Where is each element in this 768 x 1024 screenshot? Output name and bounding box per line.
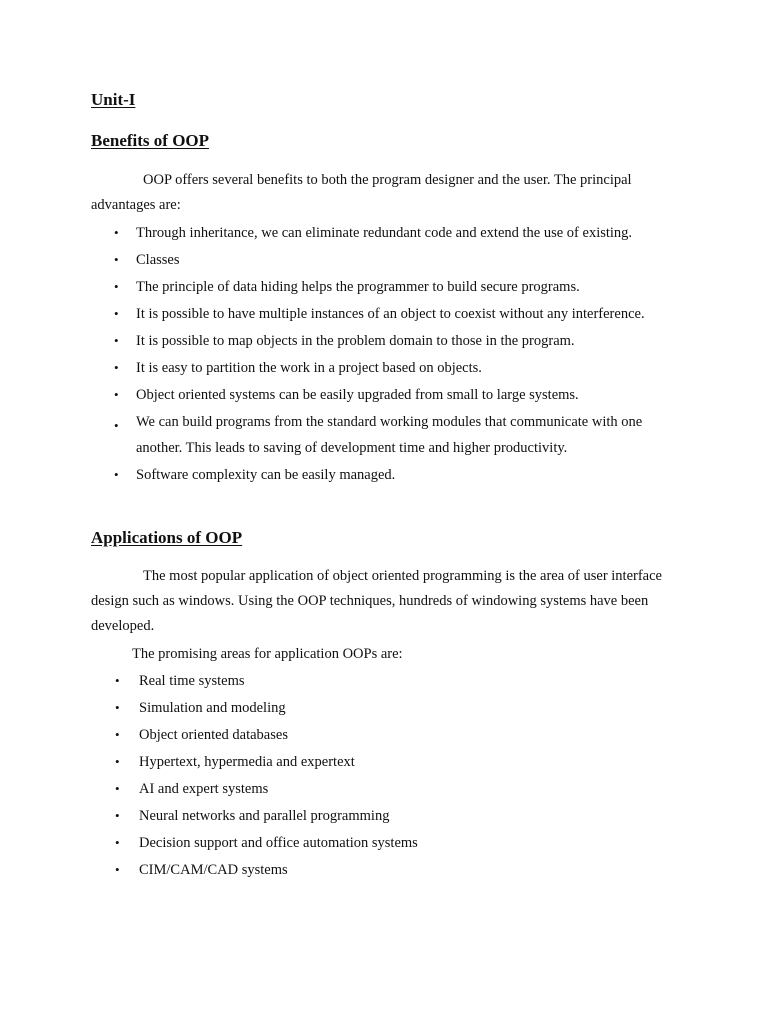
list-item: • Classes [114, 252, 180, 268]
bullet-icon: • [115, 862, 120, 877]
applications-list [115, 672, 418, 888]
list-item: • Object oriented databases [115, 727, 288, 743]
list-item: • Hypertext, hypermedia and expertext [115, 754, 355, 770]
benefits-heading: Benefits of OOP [91, 131, 210, 150]
bullet-icon: • [115, 781, 120, 796]
bullet-icon: • [114, 306, 119, 321]
bullet-icon: • [114, 387, 119, 402]
benefits-list [114, 224, 676, 493]
list-item: • We can build programs from the standard working modules that communicate with one another. This leads to saving of development time and higher productivity. [114, 414, 643, 456]
list-item: • Object oriented systems can be easily upgraded from small to large systems. [114, 387, 579, 403]
applications-lead: The promising areas for application OOPs are: [132, 646, 403, 662]
list-item: • Through inheritance, we can eliminate redundant code and extend the use of existing. [114, 225, 633, 241]
bullet-icon: • [114, 333, 119, 348]
unit-title: Unit-I [91, 90, 136, 109]
applications-intro: The most popular application of object oriented programming is the area of user interface design such as windows. Using the OOP techniques, hundreds of windowing systems have been developed. [91, 568, 662, 634]
bullet-icon: • [115, 808, 120, 823]
list-item: • The principle of data hiding helps the programmer to build secure programs. [114, 279, 580, 295]
list-item: • CIM/CAM/CAD systems [115, 862, 288, 878]
list-item: • It is possible to have multiple instances of an object to coexist without any interference. [114, 306, 645, 322]
list-item: • It is easy to partition the work in a project based on objects. [114, 360, 482, 376]
bullet-icon: • [114, 467, 119, 482]
bullet-icon: • [115, 673, 120, 688]
applications-heading: Applications of OOP [91, 528, 243, 547]
list-item: • Neural networks and parallel programming [115, 808, 390, 824]
list-item: • Simulation and modeling [115, 700, 286, 716]
bullet-icon: • [115, 835, 120, 850]
list-item: • AI and expert systems [115, 781, 269, 797]
bullet-icon: • [114, 360, 119, 375]
bullet-icon: • [115, 754, 120, 769]
list-item: • Real time systems [115, 673, 245, 689]
bullet-icon: • [114, 279, 119, 294]
bullet-icon: • [114, 252, 119, 267]
list-item: • It is possible to map objects in the problem domain to those in the program. [114, 333, 575, 349]
bullet-icon: • [115, 727, 120, 742]
bullet-icon: • [115, 700, 120, 715]
list-item: • Decision support and office automation systems [115, 835, 418, 851]
bullet-icon: • [114, 225, 119, 240]
bullet-icon: • [114, 418, 119, 433]
benefits-intro: OOP offers several benefits to both the program designer and the user. The principal advantages are: [91, 172, 632, 213]
list-item: • Software complexity can be easily managed. [114, 467, 396, 483]
